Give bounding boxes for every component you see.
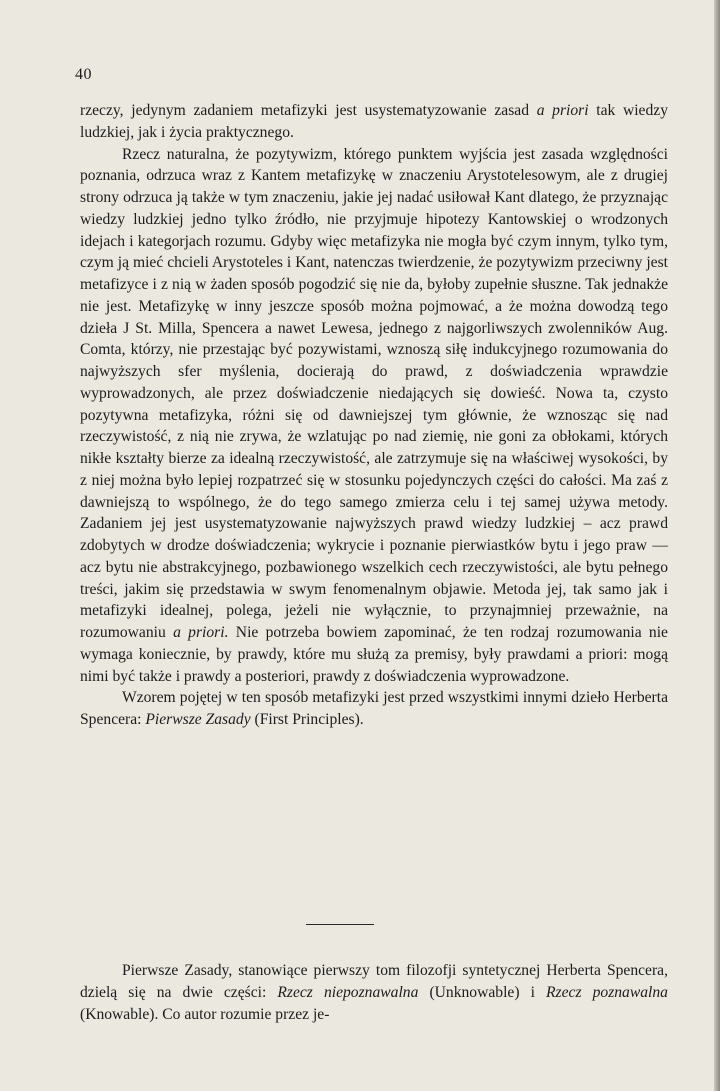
- italic-text: Rzecz poznawalna: [546, 984, 668, 1001]
- next-section-text: [80, 960, 668, 1026]
- main-text-block: [80, 100, 668, 731]
- text-run: (First Principles).: [250, 711, 364, 728]
- text-run: Pierwsze Zasady, stanowiące pierwszy tom filozofji syntetycznej Herberta Spencera, dzielą się na dwie części:: [80, 962, 668, 1001]
- text-run: (Unknowable) i: [418, 984, 547, 1001]
- text-run: (Knowable). Co autor rozumie przez je-: [80, 1006, 330, 1023]
- italic-text: a priori: [536, 102, 589, 119]
- italic-text: Rzecz niepoznawalna: [277, 984, 419, 1001]
- page-number: 40: [75, 66, 92, 83]
- text-run: Wzorem pojętej w ten sposób metafizyki jest przed wszystkimi innymi dzieło Herberta Spencera:: [80, 689, 668, 728]
- text-run: rzeczy, jedynym zadaniem metafizyki jest usystematyzowanie zasad: [80, 102, 537, 119]
- paragraph: [80, 960, 668, 1026]
- section-divider: [306, 924, 374, 925]
- italic-text: Pierwsze Zasady: [145, 711, 251, 728]
- text-run: Nie potrzeba bowiem zapominać, że ten rodzaj rozumowania nie wymaga koniecznie, by prawdy, które mu służą za premisy, były prawdami a priori: mogą nimi być także i prawdy a posteriori, prawdy z doświadczenia wyprowadzone.: [80, 624, 668, 685]
- paragraph: [80, 687, 668, 731]
- paragraph: [80, 144, 668, 688]
- text-run: Rzecz naturalna, że pozytywizm, którego punktem wyjścia jest zasada względności poznania, odrzuca wraz z Kantem metafizykę w znaczeniu Arystotelesowym, ale z drugiej strony odrzuca ją także w tym znaczeniu, jakie jej nadać usiłował Kant dlatego, że przyznając wiedzy ludzkiej jedno tylko źródło, nie przyjmuje hipotezy Kantowskiej o wrodzonych idejach i kategorjach rozumu. Gdyby więc metafizyka nie mogła być czym innym, tylko tym, czym ją mieć chcieli Arystoteles i Kant, natenczas twierdzenie, że pozytywizm przeciwny jest metafizyce i z nią w żaden sposób pogodzić się nie da, byłoby zupełnie słuszne. Tak jednakże nie jest. Metafizykę w inny jeszcze sposób można pojmować, a że można dowodzą tego dzieła J St. Milla, Spencera a nawet Lewesa, jednego z najgorliwszych zwolenników Aug. Comta, którzy, nie przestając być pozywistami, wznoszą siłę indukcyjnego rozumowania do najwyższych sfer myślenia, docierają do prawd, z doświadczenia wprawdzie wyprowadzonych, ale przez doświadczenie niedających się dowieść. Nowa ta, czysto pozytywna metafizyka, różni się od dawniejszej tym głównie, że wznosząc się nad rzeczywistość, z nią nie zrywa, że wzlatując po nad ziemię, nie goni za obłokami, których nikłe kształty bierze za idealną rzeczywistość, ale zatrzymuje się na właściwej wysokości, by z niej można było lepiej rozpatrzeć się w stosunku pojedynczych części do całości. Ma zaś z dawniejszą to wspólnego, że do tego samego zmierza celu i tej samej używa metody. Zadaniem jej jest usystematyzowanie najwyższych prawd wiedzy ludzkiej – acz prawd zdobytych w drodze doświadczenia; wykrycie i poznanie pierwiastków bytu i jego praw — acz bytu nie abstrakcyjnego, pozbawionego wszelkich cech rzeczywistości, ale bytu pełnego treści, jakim się przedstawia w swym fenomenalnym objawie. Metoda jej, tak samo jak i metafizyki idealnej, polega, jeżeli nie wyłącznie, to przynajmniej przeważnie, na rozumowaniu: [80, 145, 668, 641]
- text-run: tak wiedzy ludzkiej, jak i życia praktycznego.: [80, 102, 668, 141]
- italic-text: a priori.: [173, 624, 229, 641]
- paragraph: [80, 100, 668, 144]
